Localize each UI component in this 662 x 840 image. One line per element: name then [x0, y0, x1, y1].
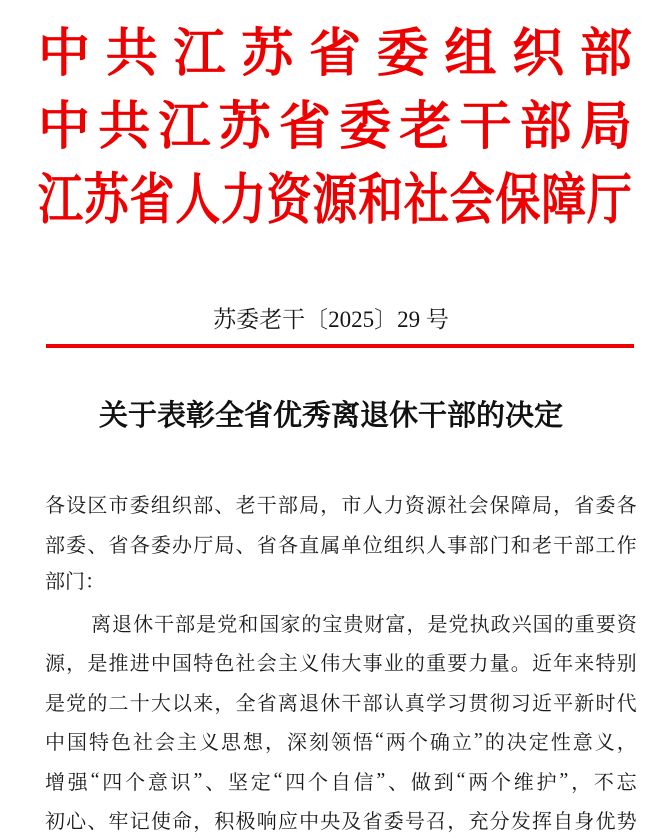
char: 使 — [150, 811, 171, 834]
char: 坚 — [227, 771, 248, 794]
document-title: 关于表彰全省优秀离退休干部的决定 — [98, 400, 563, 432]
char: 委 — [339, 98, 392, 156]
char: 号 — [404, 811, 425, 834]
char: 色 — [214, 653, 235, 676]
char: 护 — [536, 771, 557, 794]
char: 意 — [572, 732, 593, 755]
char: 作 — [616, 534, 637, 557]
char: 老 — [399, 98, 452, 156]
char: 社 — [235, 653, 256, 676]
char: 中 — [38, 25, 91, 83]
char: 厅 — [193, 534, 214, 557]
char: 事 — [362, 653, 383, 676]
char: 大 — [341, 653, 362, 676]
char: 力 — [383, 495, 404, 518]
char: 义 — [199, 732, 219, 755]
char: 深 — [287, 732, 307, 755]
char: 织 — [512, 25, 565, 83]
char: 国 — [67, 732, 87, 755]
char: 办 — [172, 534, 193, 557]
char: 苏 — [241, 25, 294, 83]
char: 四 — [102, 771, 123, 794]
char: 力 — [220, 168, 266, 230]
body-line — [45, 761, 637, 801]
char: 信 — [353, 771, 374, 794]
char: 个 — [407, 732, 428, 755]
char: 确 — [429, 732, 450, 755]
char: 苏 — [218, 98, 271, 156]
char: 来 — [193, 692, 214, 715]
char: 分 — [489, 811, 510, 834]
body-line — [45, 642, 637, 682]
char: 个 — [490, 771, 511, 794]
char: 部 — [468, 534, 489, 557]
char: 极 — [235, 811, 256, 834]
body-line: 部门： — [45, 571, 105, 593]
char: 义 — [594, 732, 615, 755]
char: 富 — [385, 613, 406, 636]
char: 单 — [341, 534, 362, 557]
char: 国 — [259, 613, 280, 636]
char: 共 — [105, 25, 158, 83]
char: 资 — [404, 495, 425, 518]
char: 自 — [330, 771, 351, 794]
char: 事 — [447, 534, 468, 557]
char: 各 — [616, 495, 637, 518]
char: 江 — [158, 98, 211, 156]
char: 做 — [410, 771, 431, 794]
char: 代 — [616, 692, 637, 715]
char: 牢 — [108, 811, 129, 834]
char: 老 — [531, 534, 552, 557]
char: 的 — [484, 732, 505, 755]
char: 部 — [579, 25, 632, 83]
char: 习 — [510, 692, 531, 715]
char: 社 — [133, 732, 153, 755]
char: 意 — [147, 771, 168, 794]
char: 应 — [277, 811, 298, 834]
char: 国 — [532, 613, 553, 636]
char: 委 — [383, 811, 404, 834]
char: 休 — [133, 613, 154, 636]
char: 主 — [277, 653, 298, 676]
char: 委 — [595, 495, 616, 518]
char: 积 — [214, 811, 235, 834]
char: 优 — [595, 811, 616, 834]
char: 势 — [616, 811, 637, 834]
char: 召 — [426, 811, 447, 834]
char: ， — [214, 692, 235, 715]
char: 增 — [45, 771, 65, 794]
char: 不 — [593, 771, 614, 794]
char: 、 — [388, 771, 409, 794]
char: 干 — [154, 613, 175, 636]
char: 人 — [362, 495, 383, 518]
char: 局 — [214, 534, 235, 557]
char: ， — [320, 495, 341, 518]
char: 义 — [299, 653, 320, 676]
char: 江 — [38, 168, 84, 230]
char: “ — [90, 768, 100, 791]
char: 贯 — [468, 692, 489, 715]
char: 年 — [553, 653, 574, 676]
char: 组 — [150, 495, 171, 518]
char: 、 — [87, 534, 108, 557]
char: 国 — [172, 653, 193, 676]
char: 干 — [553, 534, 574, 557]
char: 党 — [448, 613, 469, 636]
char: 源 — [426, 495, 447, 518]
char: 织 — [172, 495, 193, 518]
char: 属 — [320, 534, 341, 557]
letterhead-agency-line-1 — [38, 20, 632, 83]
document-number: 苏委老干〔2025〕29 号 — [213, 307, 449, 332]
char: 各 — [45, 495, 65, 518]
char: 工 — [595, 534, 616, 557]
char: 彻 — [489, 692, 510, 715]
char: 重 — [574, 613, 595, 636]
char: “ — [456, 768, 466, 791]
char: 定 — [528, 732, 549, 755]
char: 的 — [404, 653, 425, 676]
char: 干 — [256, 495, 277, 518]
char: 初 — [45, 811, 65, 834]
char: 两 — [468, 771, 489, 794]
char: ， — [571, 771, 592, 794]
char: 社 — [447, 495, 468, 518]
char: 个 — [308, 771, 329, 794]
char: 来 — [574, 653, 595, 676]
char: 和 — [238, 613, 259, 636]
char: 保 — [489, 495, 510, 518]
char: 源 — [312, 168, 358, 230]
char: 是 — [45, 692, 65, 715]
char: 省 — [574, 495, 595, 518]
char: 省 — [362, 811, 383, 834]
body-line — [45, 682, 637, 722]
char: ” — [559, 768, 569, 791]
char: ” — [193, 768, 203, 791]
char: ， — [193, 811, 214, 834]
char: 近 — [531, 653, 552, 676]
char: 充 — [468, 811, 489, 834]
char: 特 — [89, 732, 109, 755]
char: 组 — [383, 534, 404, 557]
char: 近 — [531, 692, 552, 715]
char: 省 — [108, 534, 129, 557]
char: 悟 — [353, 732, 373, 755]
char: 贵 — [343, 613, 364, 636]
char: 委 — [376, 25, 429, 83]
body-line — [45, 603, 637, 643]
char: 共 — [98, 98, 151, 156]
char: “ — [375, 729, 384, 752]
char: 源 — [45, 653, 65, 676]
char: 退 — [112, 613, 133, 636]
char: 自 — [553, 811, 574, 834]
char: 挥 — [531, 811, 552, 834]
char: 干 — [341, 692, 362, 715]
char: 要 — [595, 613, 616, 636]
char: 及 — [341, 811, 362, 834]
char: 会 — [449, 168, 495, 230]
char: 刻 — [309, 732, 329, 755]
char: 主 — [177, 732, 197, 755]
char: 社 — [403, 168, 449, 230]
red-divider-line — [46, 344, 634, 348]
char: 中 — [150, 653, 171, 676]
char: 会 — [468, 495, 489, 518]
char: 兴 — [511, 613, 532, 636]
char: 委 — [129, 495, 150, 518]
char: 、 — [87, 811, 108, 834]
char: 党 — [217, 613, 238, 636]
char: 部 — [193, 495, 214, 518]
char: ， — [616, 732, 637, 755]
char: 的 — [553, 613, 574, 636]
char: 思 — [221, 732, 241, 755]
char: 重 — [426, 653, 447, 676]
char: 发 — [510, 811, 531, 834]
char: 干 — [459, 98, 512, 156]
char: 部 — [362, 692, 383, 715]
char: 老 — [235, 495, 256, 518]
char: 决 — [506, 732, 527, 755]
char: 局 — [531, 495, 552, 518]
char: 习 — [447, 692, 468, 715]
char: 离 — [277, 692, 298, 715]
char: 个 — [125, 771, 146, 794]
char: 量 — [489, 653, 510, 676]
char: 想 — [243, 732, 263, 755]
char: 会 — [256, 653, 277, 676]
char: ， — [66, 653, 87, 676]
char: 特 — [595, 653, 616, 676]
char: 中 — [45, 732, 65, 755]
char: 部 — [175, 613, 196, 636]
char: 部 — [277, 495, 298, 518]
char: 局 — [299, 495, 320, 518]
char: 是 — [427, 613, 448, 636]
char: 别 — [616, 653, 637, 676]
char: 政 — [490, 613, 511, 636]
char: 命 — [172, 811, 193, 834]
body-line — [45, 524, 637, 564]
char: 中 — [38, 98, 91, 156]
char: ” — [473, 729, 483, 752]
char: 领 — [331, 732, 351, 755]
char: 是 — [87, 653, 108, 676]
char: ， — [265, 732, 285, 755]
char: 要 — [447, 653, 468, 676]
char: 财 — [364, 613, 385, 636]
char: 以 — [172, 692, 193, 715]
char: 家 — [280, 613, 301, 636]
char: 委 — [66, 534, 87, 557]
letterhead-agency-line-3 — [38, 160, 632, 228]
char: 执 — [469, 613, 490, 636]
char: 直 — [299, 534, 320, 557]
char: 特 — [193, 653, 214, 676]
char: 资 — [616, 613, 637, 636]
char: 和 — [358, 168, 404, 230]
char: 休 — [320, 692, 341, 715]
body-line — [45, 721, 637, 761]
char: 位 — [362, 534, 383, 557]
char: 央 — [320, 811, 341, 834]
char: 会 — [155, 732, 175, 755]
char: 学 — [426, 692, 447, 715]
char: 伟 — [320, 653, 341, 676]
char: 省 — [308, 25, 361, 83]
document-body — [45, 484, 637, 840]
char: 力 — [468, 653, 489, 676]
char: 心 — [66, 811, 87, 834]
char: 四 — [285, 771, 306, 794]
char: 门 — [489, 534, 510, 557]
char: 业 — [383, 653, 404, 676]
char: 江 — [173, 25, 226, 83]
char: 、 — [205, 771, 226, 794]
char: 党 — [66, 692, 87, 715]
char: 定 — [250, 771, 271, 794]
char: 省 — [129, 168, 175, 230]
char: 的 — [301, 613, 322, 636]
char: 识 — [170, 771, 191, 794]
char: 全 — [235, 692, 256, 715]
char: 的 — [87, 692, 108, 715]
char: 省 — [256, 692, 277, 715]
char: 和 — [510, 534, 531, 557]
char: 身 — [574, 811, 595, 834]
char: 障 — [510, 495, 531, 518]
char: 部 — [574, 534, 595, 557]
char: 织 — [404, 534, 425, 557]
char: 保 — [495, 168, 541, 230]
char: 忘 — [616, 771, 637, 794]
char: 委 — [150, 534, 171, 557]
char: 人 — [426, 534, 447, 557]
char: 强 — [67, 771, 88, 794]
char: 推 — [108, 653, 129, 676]
char: “ — [273, 768, 283, 791]
char: 。 — [510, 653, 531, 676]
char: 新 — [574, 692, 595, 715]
char: 厅 — [586, 168, 632, 230]
char: 局 — [579, 98, 632, 156]
char: 两 — [385, 732, 406, 755]
body-line — [45, 800, 637, 840]
char: 宝 — [322, 613, 343, 636]
char: 部 — [519, 98, 572, 156]
char: 各 — [277, 534, 298, 557]
char: 性 — [550, 732, 571, 755]
char: 到 — [433, 771, 454, 794]
body-line — [45, 484, 637, 524]
char: 二 — [108, 692, 129, 715]
char: ， — [406, 613, 427, 636]
char: 是 — [196, 613, 217, 636]
char: 认 — [383, 692, 404, 715]
char: 离 — [91, 613, 111, 636]
char: 进 — [129, 653, 150, 676]
char: 、 — [214, 495, 235, 518]
char: 组 — [444, 25, 497, 83]
char: 省 — [278, 98, 331, 156]
letterhead-agency-line-2 — [38, 93, 632, 156]
char: 色 — [111, 732, 131, 755]
char: 中 — [299, 811, 320, 834]
char: 各 — [129, 534, 150, 557]
char: 响 — [256, 811, 277, 834]
char: 真 — [404, 692, 425, 715]
char: 设 — [66, 495, 87, 518]
char: 市 — [108, 495, 129, 518]
char: 市 — [341, 495, 362, 518]
char: 、 — [235, 534, 256, 557]
char: 人 — [175, 168, 221, 230]
char: 苏 — [83, 168, 129, 230]
char: 维 — [513, 771, 534, 794]
char: 记 — [129, 811, 150, 834]
char: 平 — [553, 692, 574, 715]
char: 资 — [266, 168, 312, 230]
char: 大 — [150, 692, 171, 715]
char: 退 — [299, 692, 320, 715]
char: 立 — [451, 732, 472, 755]
char: ” — [376, 768, 386, 791]
char: 障 — [541, 168, 587, 230]
char: 部 — [45, 534, 65, 557]
char: 十 — [129, 692, 150, 715]
char: 区 — [87, 495, 108, 518]
char: ， — [553, 495, 574, 518]
char: 时 — [595, 692, 616, 715]
char: ， — [447, 811, 468, 834]
char: 省 — [256, 534, 277, 557]
